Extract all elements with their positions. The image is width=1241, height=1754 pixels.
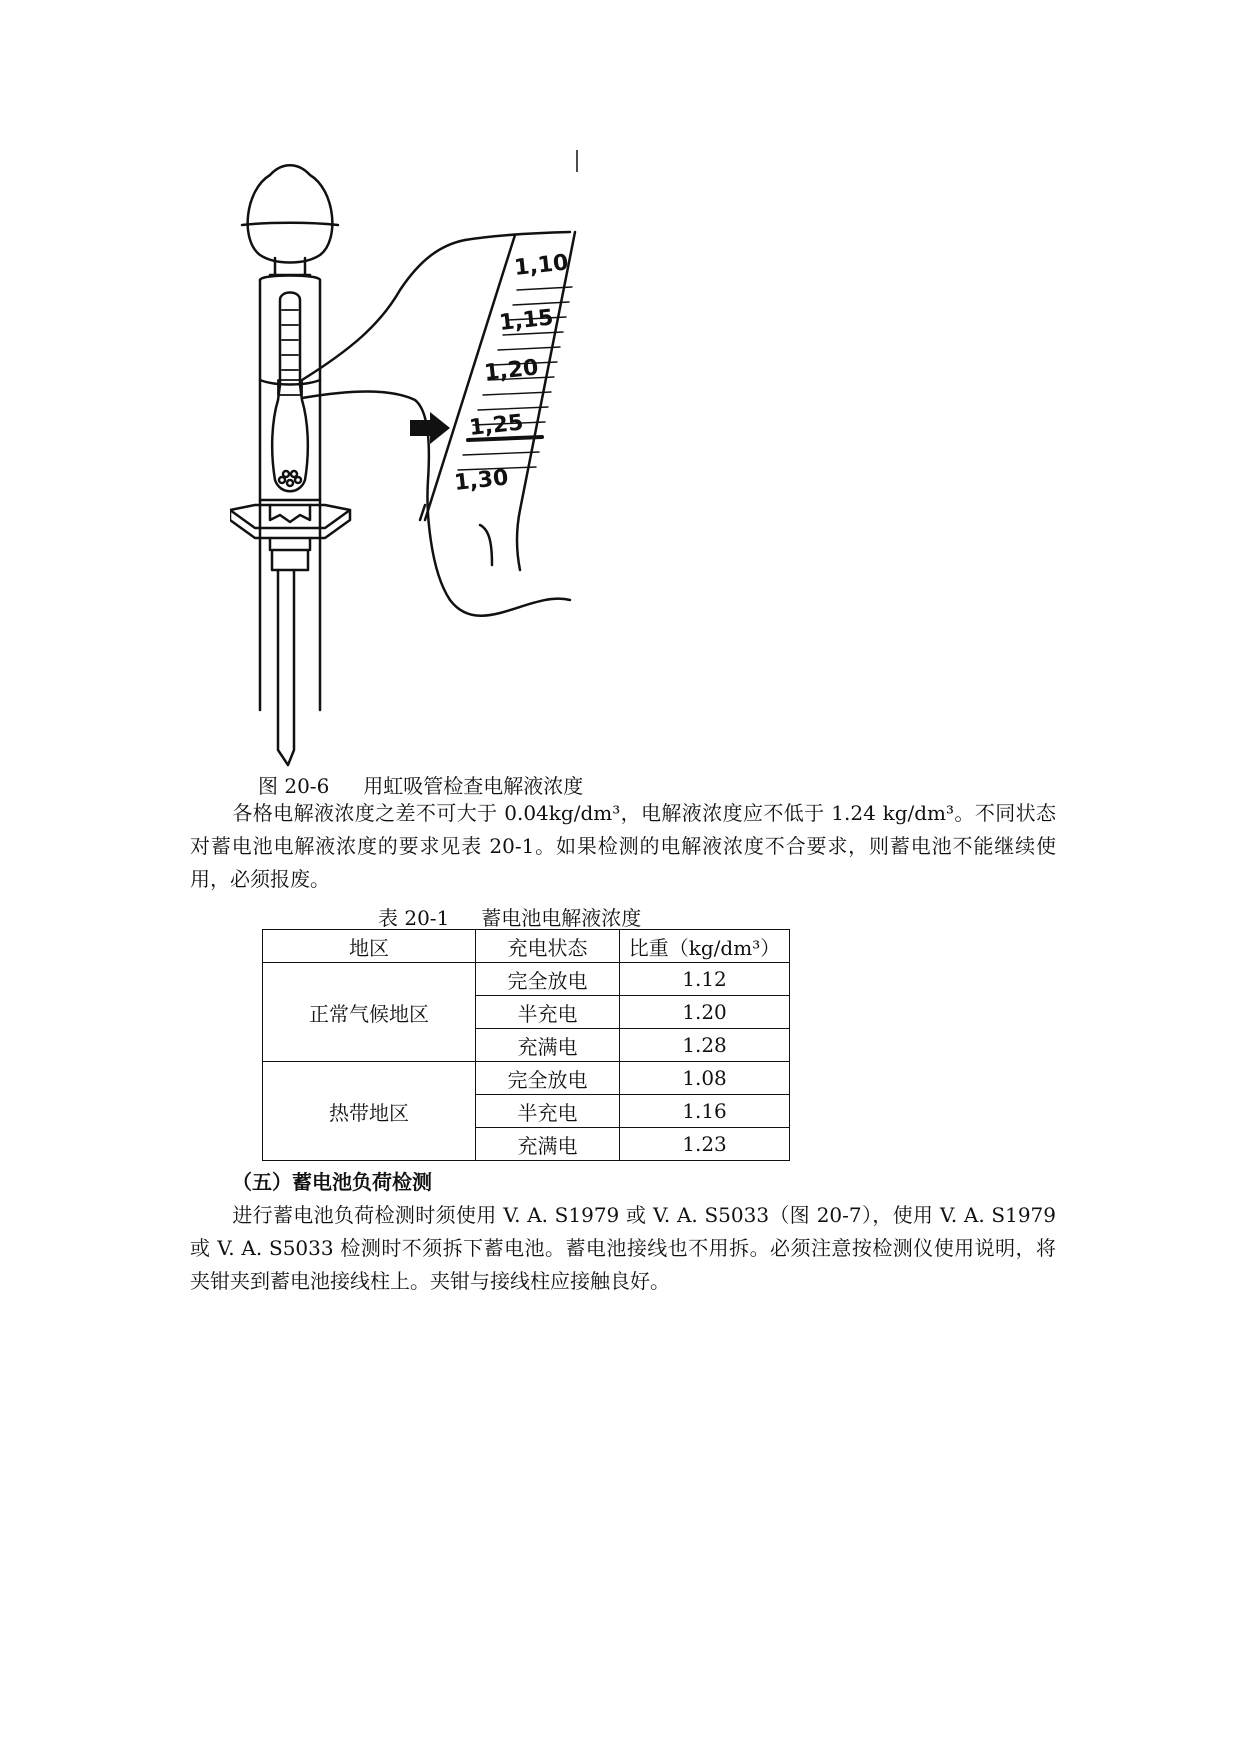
table-caption-text: 蓄电池电解液浓度 [481,906,642,930]
hydrometer-figure [230,150,680,770]
value-cell: 1.08 [620,1062,790,1095]
scale-label-110: 1,10 [513,250,570,281]
scale-label-120: 1,20 [483,355,540,386]
scale-label-125: 1,25 [468,410,525,441]
glass-tube-icon [260,276,320,711]
table-caption-number: 表 20-1 [378,906,450,930]
flange-icon [230,505,350,570]
figure-caption-text: 用虹吸管检查电解液浓度 [363,774,584,798]
paragraph-electrolyte [190,797,1056,896]
table-row [263,1062,790,1095]
header-region: 地区 [263,930,476,963]
state-cell: 完全放电 [476,1062,620,1095]
table-row [263,963,790,996]
value-cell: 1.20 [620,996,790,1029]
paragraph-load-test [190,1199,1056,1298]
magnified-scale-tube [420,232,575,570]
state-cell: 完全放电 [476,963,620,996]
value-cell: 1.23 [620,1128,790,1161]
paragraph-load-test-text: 进行蓄电池负荷检测时须使用 V. A. S1979 或 V. A. S5033（图 20-7），使用 V. A. S1979 或 V. A. S5033 检测时不须拆下蓄电池。蓄电池接线也不用拆。必须注意按检测仪使用说明，将夹钳夹到蓄电池接线柱上。夹钳与接线柱应接触良好。 [190,1203,1056,1293]
electrolyte-density-table [262,929,790,1161]
figure-caption [258,770,583,799]
header-density: 比重（kg/dm³） [620,930,790,963]
table-header-row [263,930,790,963]
state-cell: 半充电 [476,1095,620,1128]
section-heading: （五）蓄电池负荷检测 [232,1170,432,1194]
value-cell: 1.12 [620,963,790,996]
paragraph-electrolyte-text: 各格电解液浓度之差不可大于 0.04kg/dm³，电解液浓度应不低于 1.24 kg/dm³。不同状态对蓄电池电解液浓度的要求见表 20-1。如果检测的电解液浓度不合要求，则蓄电池不能继续使用，必须报废。 [190,801,1056,891]
scale-label-130: 1,30 [453,465,510,496]
value-cell: 1.16 [620,1095,790,1128]
nozzle-icon [278,570,294,765]
value-cell: 1.28 [620,1029,790,1062]
state-cell: 充满电 [476,1128,620,1161]
header-charge-state: 充电状态 [476,930,620,963]
state-cell: 充满电 [476,1029,620,1062]
rubber-bulb-icon [242,165,338,275]
state-cell: 半充电 [476,996,620,1029]
arrow-icon [410,412,450,444]
scale-label-115: 1,15 [498,305,555,336]
region-cell: 正常气候地区 [263,963,476,1062]
figure-caption-number: 图 20-6 [258,774,330,798]
region-cell: 热带地区 [263,1062,476,1161]
table-caption [378,902,641,931]
